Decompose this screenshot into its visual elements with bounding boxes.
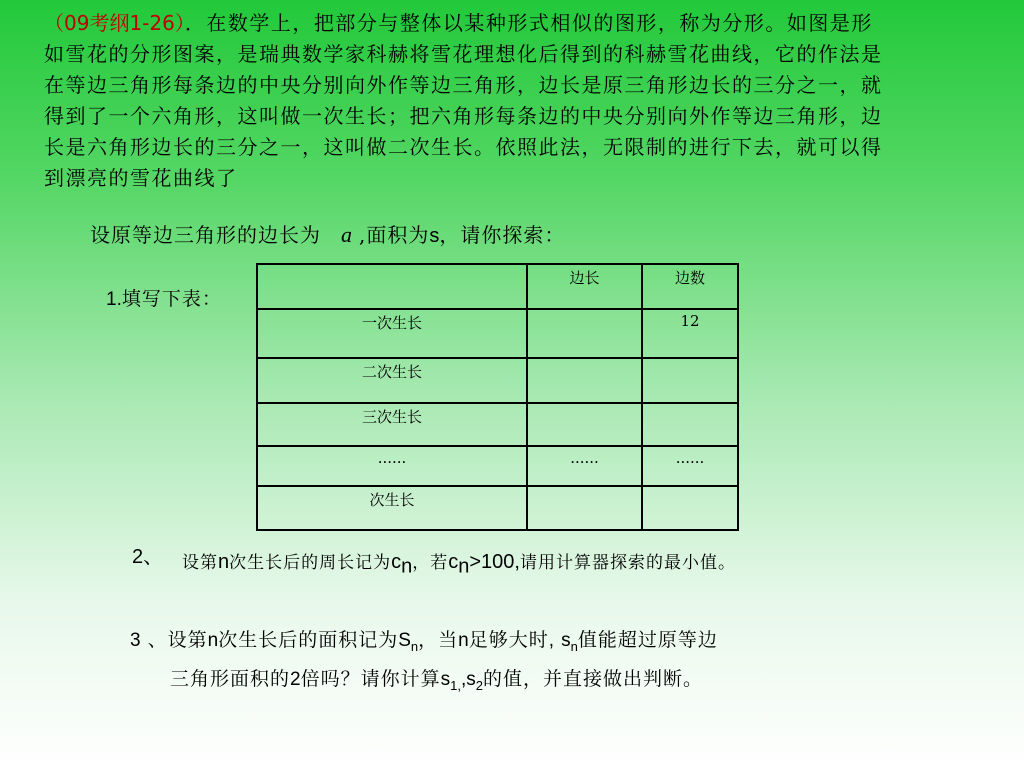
- q3-subscript: n: [410, 638, 419, 654]
- q2-text-part: 请用计算器探索的最小值。: [519, 553, 736, 573]
- question-3-text: [130, 624, 910, 702]
- q3-variable-s: s: [440, 668, 451, 690]
- q3-comma: ,: [460, 668, 467, 690]
- table-cell: ......: [642, 446, 738, 486]
- table-row: [257, 309, 738, 358]
- q3-variable-n: n: [207, 630, 219, 651]
- table-header-row: [257, 264, 738, 309]
- q2-text-part: 次生长后的周长记为: [229, 553, 392, 573]
- q3-text-part: 、设第: [147, 629, 208, 651]
- area-variable: s: [429, 225, 440, 247]
- problem-source-tag: （09考纲1-26）: [44, 11, 185, 35]
- setup-suffix: ，请你探索：: [439, 223, 566, 247]
- table-row: [257, 446, 738, 486]
- table-row: [257, 486, 738, 530]
- question-1-text: 填写下表：: [121, 288, 222, 310]
- q3-subscript: n: [570, 638, 578, 654]
- q3-text-part: ，当: [418, 629, 459, 651]
- q3-variable-S: S: [398, 630, 411, 651]
- question-3-line-2: [130, 663, 910, 702]
- table-cell: 二次生长: [257, 358, 527, 403]
- q2-subscript: n: [401, 555, 413, 578]
- q3-text-part: 足够大时: [468, 629, 549, 651]
- q3-text-part: 倍吗？请你计算: [300, 667, 441, 690]
- table-cell: ......: [257, 446, 527, 486]
- setup-mid: ,面积为: [359, 223, 430, 247]
- table-row: [257, 358, 738, 403]
- question-2-number: 2、: [132, 546, 164, 568]
- question-3-number: 3: [130, 630, 141, 651]
- table-cell[interactable]: 12: [642, 309, 738, 358]
- q3-text-part: 三角形面积的: [170, 667, 291, 690]
- q3-variable-s: s: [466, 668, 476, 690]
- table-cell[interactable]: [642, 486, 738, 530]
- problem-intro: [44, 8, 894, 194]
- q2-variable-n: n: [218, 551, 230, 573]
- q3-subscript: 1,: [450, 677, 461, 693]
- q2-variable-c: c: [391, 551, 402, 573]
- q3-subscript: 2: [475, 677, 483, 693]
- q2-text-part: 设第: [182, 553, 218, 573]
- table-cell[interactable]: [527, 486, 642, 530]
- q3-text-part: 次生长后的面积记为: [218, 629, 399, 651]
- q3-text-part: 的值，并直接做出判断。: [482, 667, 703, 690]
- table-cell[interactable]: [642, 403, 738, 446]
- question-1-number: 1.: [106, 289, 122, 310]
- table-cell[interactable]: [642, 358, 738, 403]
- table-header-cell: 边数: [642, 264, 738, 309]
- problem-setup: [90, 220, 565, 251]
- q3-text-part: 值能超过原等边: [577, 629, 718, 651]
- q3-number-two: 2: [290, 668, 301, 690]
- q2-subscript: n: [458, 555, 470, 578]
- question-3-line-1: [130, 624, 910, 663]
- setup-prefix: 设原等边三角形的边长为: [90, 223, 321, 247]
- table-header-cell: [257, 264, 527, 309]
- q2-text-part: ，若: [412, 553, 449, 573]
- table-cell: 次生长: [257, 486, 527, 530]
- table-cell: ......: [527, 446, 642, 486]
- question-1-label: [106, 284, 222, 311]
- side-length-variable: a: [341, 222, 353, 247]
- q3-variable-s: s: [561, 630, 571, 651]
- table-cell[interactable]: [527, 358, 642, 403]
- table-cell[interactable]: [527, 403, 642, 446]
- q2-variable-c: c: [448, 551, 459, 573]
- table-header-cell: 边长: [527, 264, 642, 309]
- q3-variable-n: n: [458, 630, 469, 651]
- q3-comma: ,: [548, 630, 555, 651]
- table-cell[interactable]: [527, 309, 642, 358]
- question-2-text: [182, 548, 736, 578]
- growth-table: [256, 263, 739, 531]
- table-cell: 三次生长: [257, 403, 527, 446]
- table-cell: 一次生长: [257, 309, 527, 358]
- table-row: [257, 403, 738, 446]
- q2-condition: >100,: [469, 551, 520, 573]
- problem-intro-text: ．在数学上，把部分与整体以某种形式相似的图形，称为分形。如图是形如雪花的分形图案，是瑞典数学家科赫将雪花理想化后得到的科赫雪花曲线，它的作法是在等边三角形每条边的中央分别向外作等边三角形，边长是原三角形边长的三分之一，就得到了一个六角形，这叫做一次生长；把六角形每条边的中央分别向外作等边三角形，边长是六角形边长的三分之一，这叫做二次生长。依照此法，无限制的进行下去，就可以得到漂亮的雪花曲线了: [44, 11, 883, 190]
